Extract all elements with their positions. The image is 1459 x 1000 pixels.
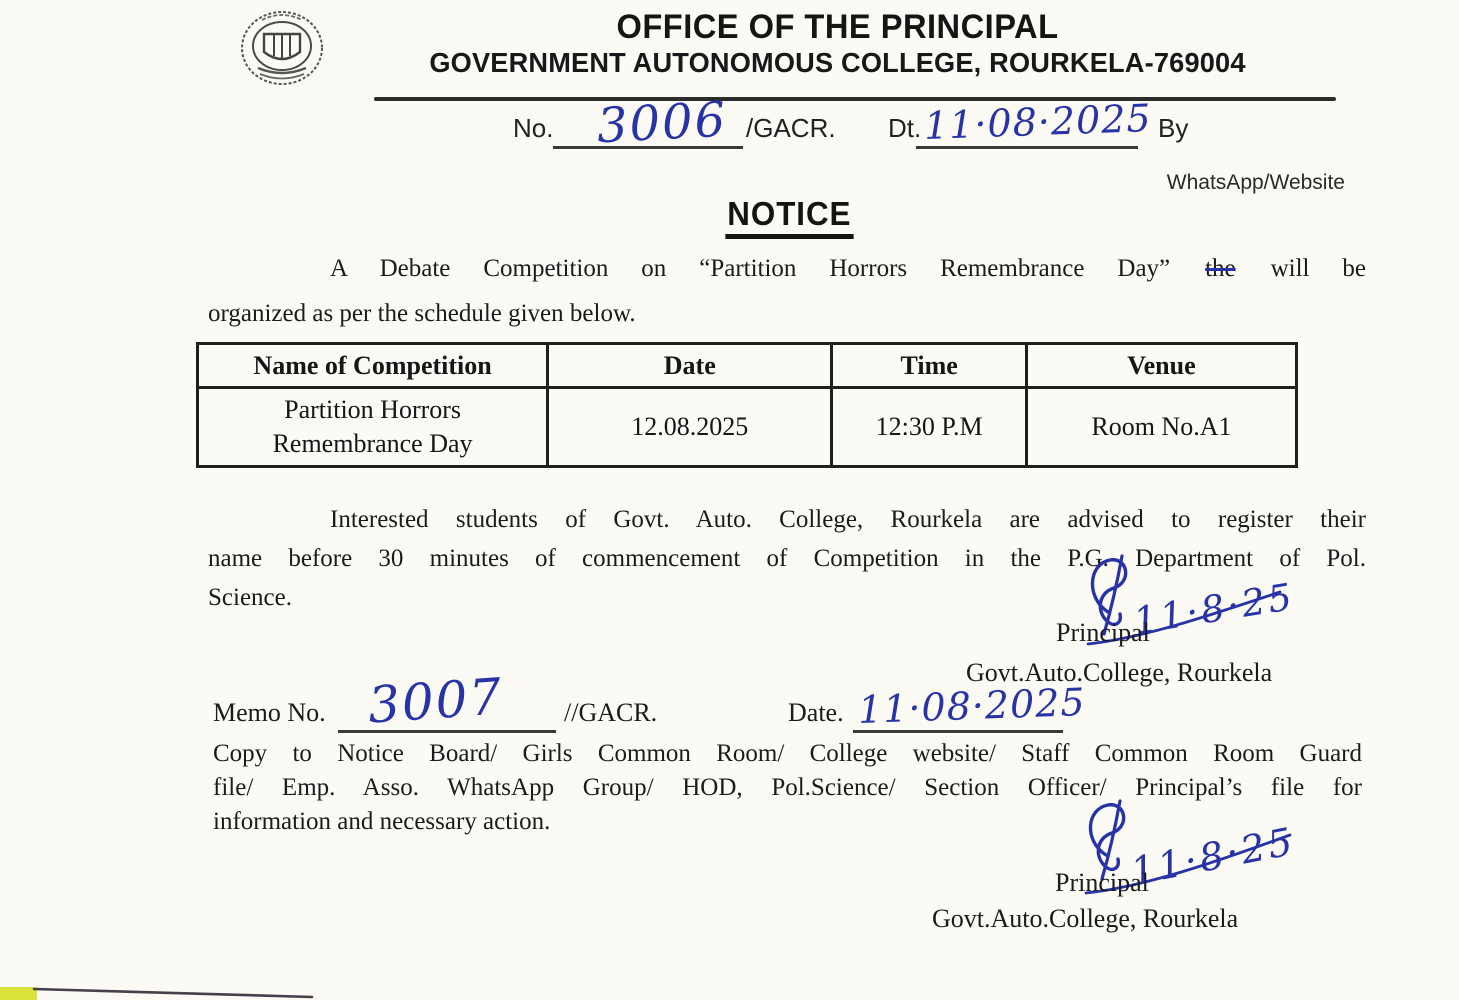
college-seal-icon xyxy=(234,4,330,96)
ref-dt-label: Dt. xyxy=(888,113,922,143)
struck-word: the xyxy=(1205,255,1236,282)
registration-line-1: Interested students of Govt. Auto. College, Rourkela are advised to register their xyxy=(330,506,1366,533)
memo-no-handwritten: 3007 xyxy=(366,667,506,735)
cell-competition-name: Partition Horrors Remembrance Day xyxy=(198,388,548,467)
signature-date-1: 11·8·25 xyxy=(1130,575,1298,643)
table-row xyxy=(198,388,1297,467)
ref-no-handwritten: 3006 xyxy=(595,91,729,155)
cell-date: 12.08.2025 xyxy=(548,388,832,467)
signatory-title-2: Principal xyxy=(1055,868,1149,897)
ref-gacr-suffix: /GACR. xyxy=(746,113,836,143)
header-divider xyxy=(374,97,1336,101)
intro-line-1: A Debate Competition on “Partition Horrors Remembrance Day” the will be xyxy=(330,255,1367,282)
memo-label: Memo No. xyxy=(213,698,326,727)
college-title: GOVERNMENT AUTONOMOUS COLLEGE, ROURKELA-769004 xyxy=(429,47,1246,78)
signatory-org-1: Govt.Auto.College, Rourkela xyxy=(966,658,1273,687)
copy-line-2: file/ Emp. Asso. WhatsApp Group/ HOD, Pol.Science/ Section Officer/ Principal’s file for xyxy=(213,774,1362,801)
office-title: OFFICE OF THE PRINCIPAL xyxy=(616,8,1059,46)
col-header-name: Name of Competition xyxy=(198,344,548,388)
copy-line-3: information and necessary action. xyxy=(213,808,551,835)
cell-time: 12:30 P.M xyxy=(832,388,1026,467)
ref-by-label: By xyxy=(1158,113,1189,143)
dispatch-channel: WhatsApp/Website xyxy=(1166,171,1345,194)
ref-no-label: No. xyxy=(513,113,554,143)
copy-line-1: Copy to Notice Board/ Girls Common Room/ College website/ Staff Common Room Guard xyxy=(213,740,1362,767)
notice-heading: NOTICE xyxy=(689,195,889,239)
registration-line-2: name before 30 minutes of commencement of Competition in the P.G. Department of Pol. xyxy=(208,545,1366,572)
ref-dt-handwritten: 11·08·2025 xyxy=(923,96,1153,148)
signatory-org-2: Govt.Auto.College, Rourkela xyxy=(932,904,1239,933)
scan-artifact-edge-line xyxy=(0,980,340,1000)
schedule-table xyxy=(196,342,1298,468)
memo-date-handwritten: 11·08·2025 xyxy=(857,680,1087,732)
signature-date-2: 11·8·25 xyxy=(1127,818,1299,894)
col-header-date: Date xyxy=(548,344,832,388)
col-header-venue: Venue xyxy=(1026,344,1296,388)
memo-date-label: Date. xyxy=(788,698,844,727)
table-header-row xyxy=(198,344,1297,388)
registration-line-3: Science. xyxy=(208,584,292,611)
memo-gacr-suffix: //GACR. xyxy=(564,698,658,727)
col-header-time: Time xyxy=(832,344,1026,388)
intro-line-2: organized as per the schedule given below. xyxy=(208,300,636,327)
intro-paragraph xyxy=(208,246,1366,336)
cell-venue: Room No.A1 xyxy=(1026,388,1296,467)
signatory-title-1: Principal xyxy=(1056,618,1150,647)
